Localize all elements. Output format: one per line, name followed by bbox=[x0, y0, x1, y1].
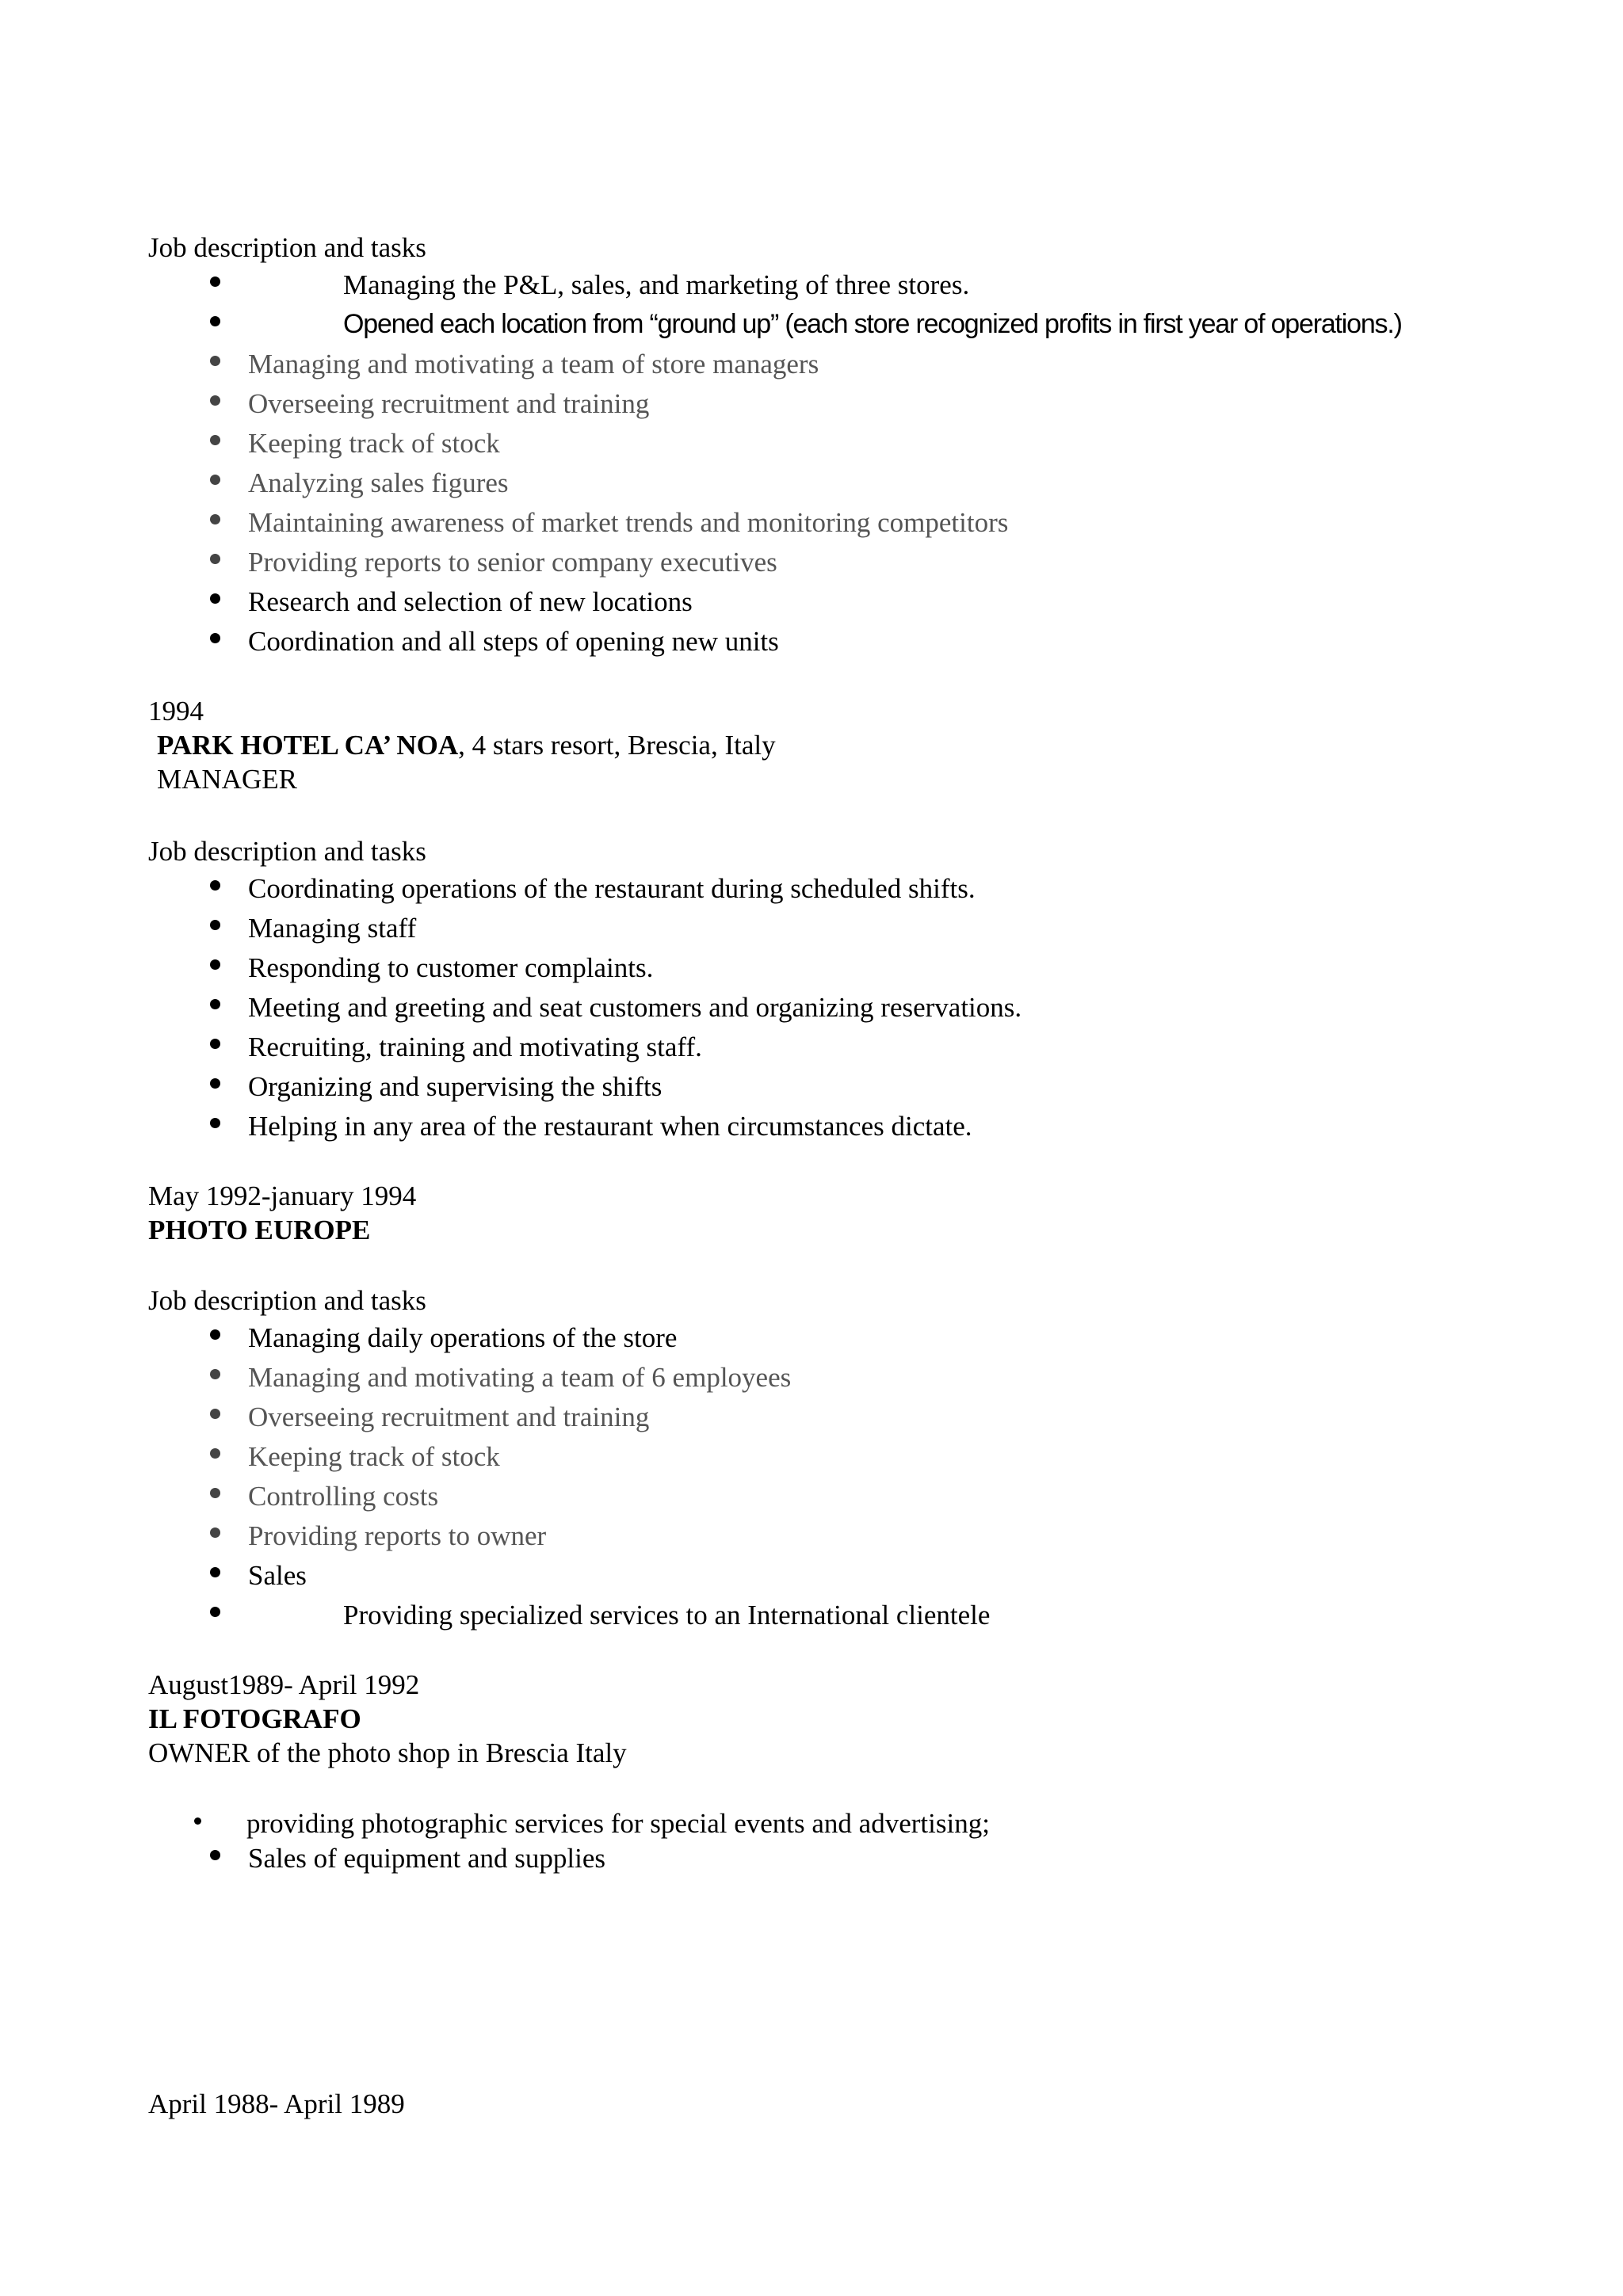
bullet-icon bbox=[210, 514, 220, 524]
job-company-details: , 4 stars resort, Brescia, Italy bbox=[458, 730, 776, 761]
job-date: 1994 bbox=[148, 696, 204, 727]
bullet-icon bbox=[210, 1329, 220, 1340]
list-item: Sales bbox=[248, 1560, 307, 1591]
job-date: May 1992-january 1994 bbox=[148, 1180, 417, 1211]
list-item: Managing and motivating a team of store managers bbox=[248, 349, 819, 379]
job-company: IL FOTOGRAFO bbox=[148, 1703, 361, 1734]
list-item: Managing and motivating a team of 6 employees bbox=[248, 1362, 792, 1393]
job-company: PHOTO EUROPE bbox=[148, 1215, 371, 1245]
bullet-icon bbox=[194, 1817, 201, 1825]
list-item: Research and selection of new locations bbox=[248, 586, 693, 617]
bullet-icon bbox=[210, 356, 220, 366]
bullet-icon bbox=[210, 435, 220, 445]
bullet-icon bbox=[210, 316, 220, 326]
list-item: Controlling costs bbox=[248, 1481, 439, 1512]
list-item: Providing specialized services to an International clientele bbox=[343, 1600, 991, 1630]
bullet-icon bbox=[210, 277, 220, 287]
bullet-icon bbox=[210, 1118, 220, 1128]
bullet-icon bbox=[210, 880, 220, 891]
list-item: Recruiting, training and motivating staff. bbox=[248, 1032, 702, 1062]
bullet-icon bbox=[210, 1607, 220, 1617]
list-item: Coordination and all steps of opening new units bbox=[248, 626, 779, 657]
bullet-icon bbox=[210, 1409, 220, 1419]
list-item: Providing reports to senior company executives bbox=[248, 547, 777, 578]
bullet-icon bbox=[210, 475, 220, 485]
job-company-line bbox=[157, 731, 776, 759]
section1-header: Job description and tasks bbox=[148, 232, 426, 263]
list-item: providing photographic services for special events and advertising; bbox=[246, 1808, 990, 1839]
list-item: Opened each location from “ground up” (each store recognized profits in first year of operations.) bbox=[343, 309, 1402, 339]
bullet-icon bbox=[210, 959, 220, 970]
bullet-icon bbox=[210, 1488, 220, 1498]
job-title: MANAGER bbox=[157, 764, 297, 795]
list-item: Meeting and greeting and seat customers and organizing reservations. bbox=[248, 992, 1022, 1023]
list-item: Maintaining awareness of market trends and monitoring competitors bbox=[248, 507, 1009, 538]
bullet-icon bbox=[210, 1567, 220, 1577]
list-item: Managing staff bbox=[248, 913, 417, 944]
list-item: Coordinating operations of the restaurant during scheduled shifts. bbox=[248, 873, 976, 904]
list-item: Sales of equipment and supplies bbox=[248, 1843, 606, 1874]
list-item: Overseeing recruitment and training bbox=[248, 1402, 650, 1432]
list-item: Keeping track of stock bbox=[248, 428, 500, 459]
bullet-icon bbox=[210, 1369, 220, 1379]
bullet-icon bbox=[210, 1850, 220, 1860]
bullet-icon bbox=[210, 999, 220, 1009]
bullet-icon bbox=[210, 1448, 220, 1459]
list-item: Organizing and supervising the shifts bbox=[248, 1071, 663, 1102]
list-item: Responding to customer complaints. bbox=[248, 952, 654, 983]
bullet-icon bbox=[210, 633, 220, 643]
job-tasks-header: Job description and tasks bbox=[148, 1285, 426, 1316]
bullet-icon bbox=[210, 395, 220, 406]
bullet-icon bbox=[210, 593, 220, 604]
list-item: Managing the P&L, sales, and marketing of three stores. bbox=[343, 269, 970, 300]
job-date: August1989- April 1992 bbox=[148, 1669, 420, 1700]
job-date: April 1988- April 1989 bbox=[148, 2088, 405, 2119]
list-item: Overseeing recruitment and training bbox=[248, 388, 650, 419]
job-company: PARK HOTEL CA’ NOA bbox=[157, 730, 459, 761]
list-item: Providing reports to owner bbox=[248, 1520, 547, 1551]
list-item: Analyzing sales figures bbox=[248, 467, 509, 498]
job-tasks-header: Job description and tasks bbox=[148, 836, 426, 867]
list-item: Keeping track of stock bbox=[248, 1441, 500, 1472]
bullet-icon bbox=[210, 1078, 220, 1089]
bullet-icon bbox=[210, 1527, 220, 1538]
list-item: Helping in any area of the restaurant when circumstances dictate. bbox=[248, 1111, 972, 1142]
bullet-icon bbox=[210, 920, 220, 930]
bullet-icon bbox=[210, 1039, 220, 1049]
list-item: Managing daily operations of the store bbox=[248, 1322, 678, 1353]
job-title: OWNER of the photo shop in Brescia Italy bbox=[148, 1737, 627, 1768]
bullet-icon bbox=[210, 554, 220, 564]
